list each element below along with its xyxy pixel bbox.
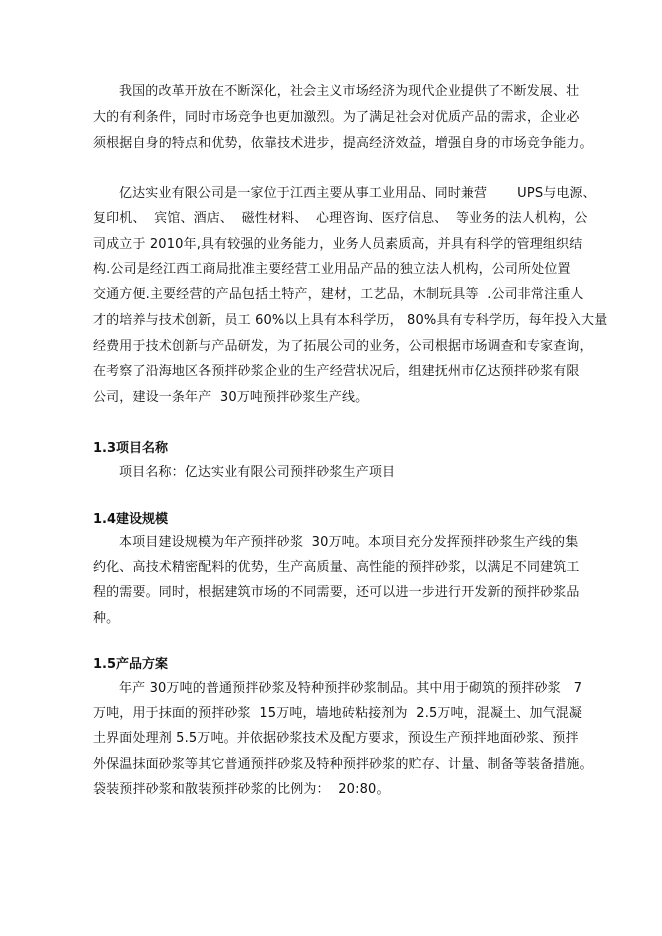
- section-1-4-line-3: 程的需要。同时，根据建筑市场的不同需要，还可以进一步进行开发新的预拌砂浆品: [93, 585, 580, 600]
- paragraph2-line-6: 才的培养与技术创新，员工 60%以上具有本科学历， 80%具有专科学历，每年投入大量: [93, 313, 608, 328]
- section-1-5-line-1: 年产 30万吨的普通预拌砂浆及特种预拌砂浆制品。其中用于砌筑的预拌砂浆 7: [119, 681, 583, 696]
- paragraph2-line-5: 交通方便.主要经营的产品包括土特产，建材，工艺品，木制玩具等 .公司非常注重人: [93, 287, 584, 302]
- section-1-4-line-1: 本项目建设规模为年产预拌砂浆 30万吨。本项目充分发挥预拌砂浆生产线的集: [119, 535, 579, 550]
- section-1-5-line-3: 土界面处理剂 5.5万吨。并依据砂浆技术及配方要求，预设生产预拌地面砂浆、预拌: [93, 731, 579, 746]
- paragraph2-line-7: 经费用于技术创新与产品研发，为了拓展公司的业务，公司根据市场调查和专家查询，: [93, 339, 593, 354]
- section-1-5-line-2: 万吨，用于抹面的预拌砂浆 15万吨，墙地砖粘接剂为 2.5万吨，混凝土、加气混凝: [93, 706, 583, 721]
- section-1-3-heading: 1.3项目名称: [93, 441, 169, 456]
- paragraph2-line-3: 司成立于 2010年,具有较强的业务能力，业务人员素质高，并具有科学的管理组织结: [93, 237, 583, 252]
- section-1-5-line-4: 外保温抹面砂浆等其它普通预拌砂浆及特种预拌砂浆的贮存、计量、制备等装备措施。: [93, 757, 593, 772]
- paragraph2-line-2: 复印机、 宾馆、酒店、 磁性材料、 心理咨询、医疗信息、 等业务的法人机构，公: [93, 211, 588, 226]
- section-1-3-line-1: 项目名称：亿达实业有限公司预拌砂浆生产项目: [119, 465, 396, 480]
- paragraph2-line-9: 公司，建设一条年产 30万吨预拌砂浆生产线。: [93, 390, 369, 405]
- section-1-4-heading: 1.4建设规模: [93, 512, 169, 527]
- paragraph1-line-3: 须根据自身的特点和优势，依靠技术进步，提高经济效益，增强自身的市场竞争能力。: [93, 136, 593, 151]
- paragraph2-line-1: 亿达实业有限公司是一家位于江西主要从事工业用品、同时兼营 UPS与电源、: [119, 186, 596, 201]
- paragraph1-line-1: 我国的改革开放在不断深化，社会主义市场经济为现代企业提供了不断发展、壮: [119, 84, 580, 99]
- section-1-5-line-5: 袋装预拌砂浆和散装预拌砂浆的比例为： 20:80。: [93, 782, 390, 797]
- section-1-5-heading: 1.5产品方案: [93, 657, 169, 672]
- section-1-4-line-4: 种。: [93, 611, 120, 626]
- paragraph1-line-2: 大的有利条件，同时市场竞争也更加激烈。为了满足社会对优质产品的需求，企业必: [93, 110, 580, 125]
- paragraph2-line-4: 构.公司是经江西工商局批准主要经营工业用品产品的独立法人机构，公司所处位置: [93, 262, 571, 277]
- section-1-4-line-2: 约化、高技术精密配料的优势，生产高质量、高性能的预拌砂浆，以满足不同建筑工: [93, 560, 580, 575]
- paragraph2-line-8: 在考察了沿海地区各预拌砂浆企业的生产经营状况后，组建抚州市亿达预拌砂浆有限: [93, 364, 580, 379]
